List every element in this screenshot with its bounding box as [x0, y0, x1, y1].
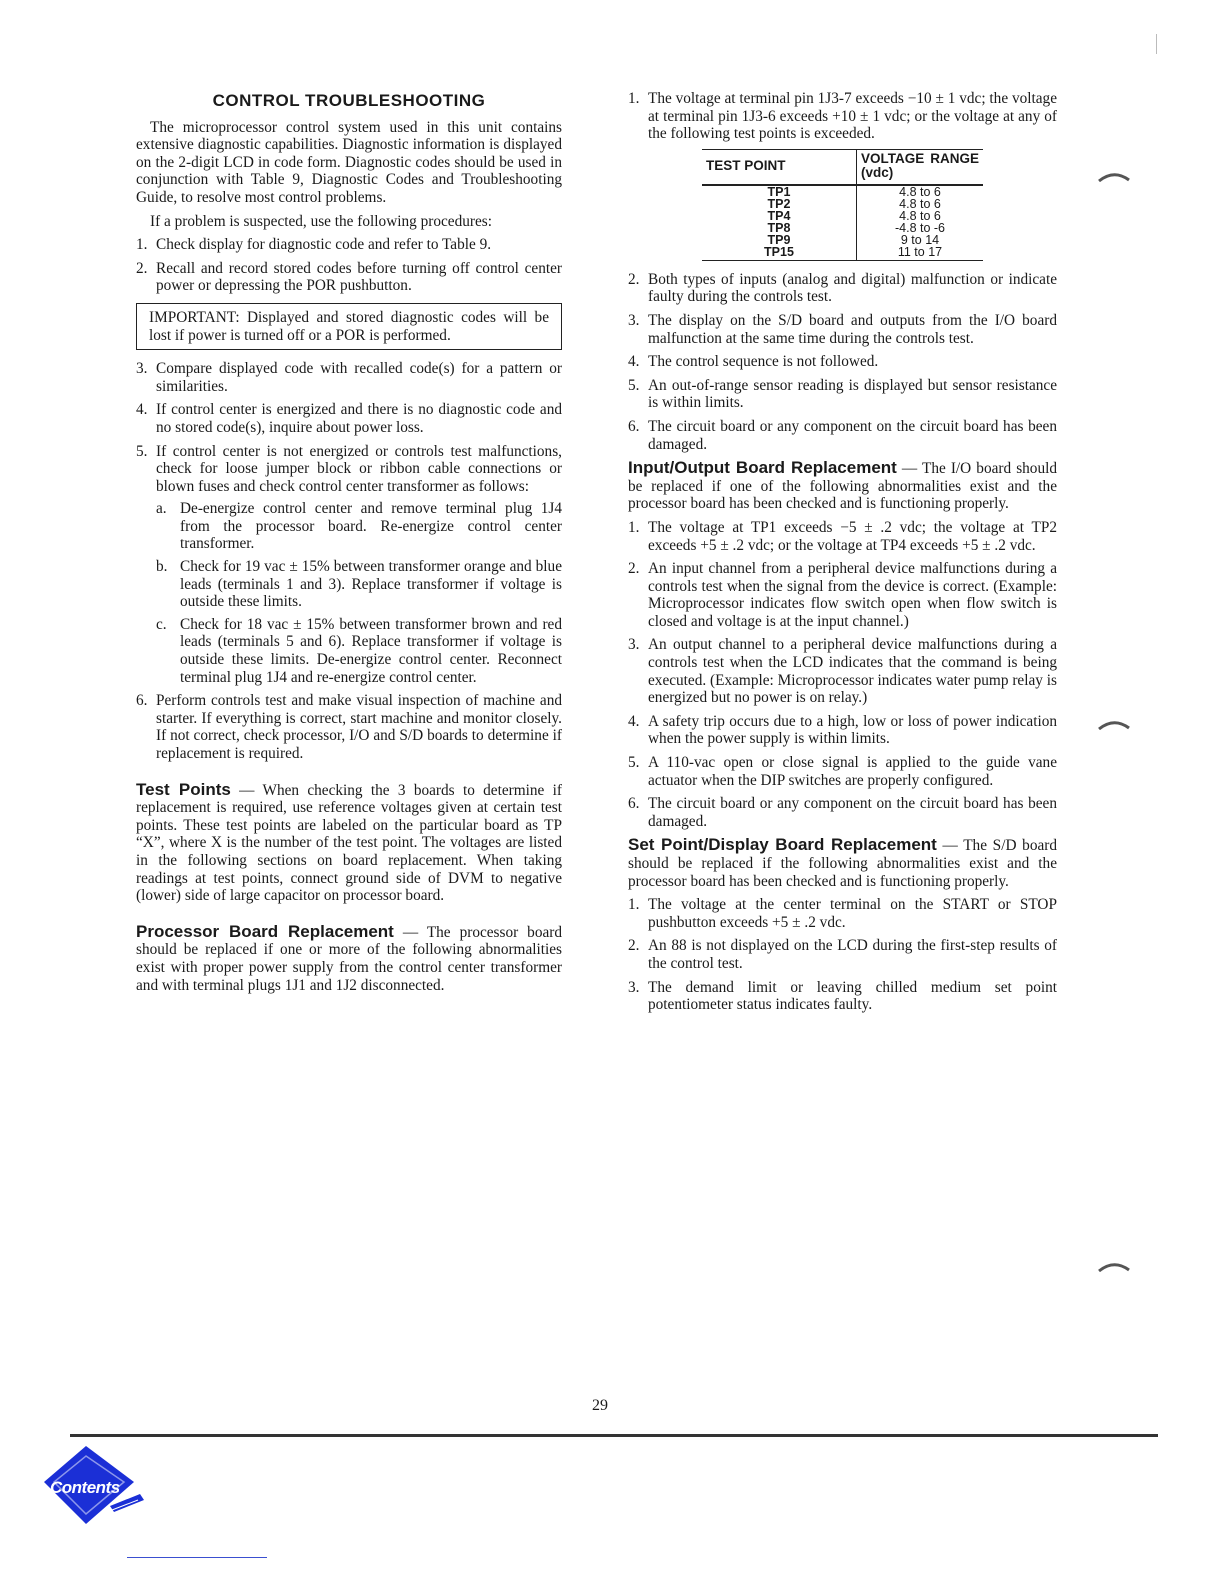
processor-heading: Processor Board Replacement: [136, 921, 394, 941]
binder-hole-mark: [1098, 172, 1130, 182]
table-row: TP8 -4.8 to -6: [702, 222, 983, 234]
intro-paragraph: The microprocessor control system used in this unit contains extensive diagnostic capabilities. Diagnostic information is displayed on the 2-digit LCD in code form. Diagnostic codes should be used in conjunction with Table 9, Diagnostic Codes and Troubleshooting Guide, to resolve most control problems.: [136, 118, 562, 206]
binder-hole-mark: [1098, 720, 1130, 730]
list-item: 1. The voltage at the center terminal on the START or STOP pushbutton exceeds +5 ± .2 vdc.: [628, 896, 1057, 931]
test-points-section: Test Points — When checking the 3 boards to determine if replacement is required, use reference voltages given at certain test points. These test points are labeled on the particular board as TP “X”, where X is the number of the test point. The voltages are listed in the following sections on board replacement. When taking readings at test points, connect ground side of DVM to negative (lower) side of large capacitor on processor board.: [136, 779, 562, 905]
list-item: 1. The voltage at TP1 exceeds −5 ± .2 vdc; the voltage at TP2 exceeds +5 ± .2 vdc; or the voltage at TP4 exceeds +5 ± .2 vdc.: [628, 518, 1057, 554]
list-item: 6. The circuit board or any component on the circuit board has been damaged.: [628, 417, 1057, 453]
link-underline: [127, 1557, 267, 1558]
list-item: 2. An input channel from a peripheral device malfunctions during a controls test when the signal from the device is correct. (Example: Microprocessor indicates flow switch open when flow switch is closed and voltage is at the input channel.): [628, 560, 1057, 630]
procedure-list-b: [136, 360, 562, 762]
left-column: [136, 90, 562, 1000]
list-item: 2. Recall and record stored codes before turning off control center power or depressing the POR pushbutton.: [136, 259, 562, 295]
list-item: 5. A 110-vac open or close signal is applied to the guide vane actuator when the DIP switches are properly configured.: [628, 754, 1057, 789]
page-number: 29: [592, 1397, 608, 1414]
list-item: 5. If control center is not energized or controls test malfunctions, check for loose jumper block or ribbon cable connections or blown fuses and check control center transformer as follows: a. De-energize control center and remove terminal plug 1J4 from the processor board. Re-energize control center transformer. b. Check for 19 vac ± 15% between transformer orange and blue leads (terminals 1 and 3). Replace transformer if voltage is outside these limits. c. Check for 18 vac ± 15% between transformer brown and red leads (terminals 5 and 6). Replace transformer if voltage is outside these limits. De-energize control center. Reconnect terminal plug 1J4 and re-energize control center.: [136, 442, 562, 686]
contents-label: Contents: [50, 1478, 120, 1497]
procedure-list-a: [136, 236, 562, 295]
io-section: Input/Output Board Replacement — The I/O board should be replaced if one of the following abnormalities exist and the processor board has been checked and is functioning properly.: [628, 458, 1057, 513]
footer-rule: [70, 1434, 1158, 1437]
sd-list: [628, 896, 1057, 1014]
processor-list-continued: [628, 271, 1057, 453]
list-item: 1. The voltage at terminal pin 1J3-7 exceeds −10 ± 1 vdc; the voltage at terminal pin 1J3-6 exceeds +10 ± 1 vdc; or the voltage at any of the following test points is exceeded.: [628, 90, 1057, 143]
io-list: [628, 519, 1057, 831]
processor-list: [628, 90, 1057, 143]
table-row: TP4 4.8 to 6: [702, 210, 983, 222]
table-row: TP2 4.8 to 6: [702, 198, 983, 210]
sd-heading: Set Point/Display Board Replacement: [628, 835, 937, 855]
list-item: 5. An out-of-range sensor reading is displayed but sensor resistance is within limits.: [628, 376, 1057, 412]
table-header-test-point: TEST POINT: [702, 149, 857, 185]
list-item: 6. The circuit board or any component on the circuit board has been damaged.: [628, 795, 1057, 830]
sub-list-item: a. De-energize control center and remove terminal plug 1J4 from the processor board. Re-energize control center transformer.: [156, 500, 562, 553]
binder-hole-mark: [1098, 1262, 1130, 1272]
list-item: 3. An output channel to a peripheral device malfunctions during a controls test when the LCD indicates that the command is being executed. (Example: Microprocessor indicates water pump relay is energized but no power is on relay.): [628, 636, 1057, 707]
right-column: [628, 90, 1057, 1020]
list-item: 2. Both types of inputs (analog and digital) malfunction or indicate faulty during the controls test.: [628, 270, 1057, 306]
table-row: TP1 4.8 to 6: [702, 185, 983, 198]
sub-list: [156, 500, 562, 686]
sub-list-item: b. Check for 19 vac ± 15% between transformer orange and blue leads (terminals 1 and 3). Replace transformer if voltage is outside these limits.: [156, 558, 562, 611]
sub-list-item: c. Check for 18 vac ± 15% between transformer brown and red leads (terminals 5 and 6). Replace transformer if voltage is outside these limits. De-energize control center. Reconnect terminal plug 1J4 and re-energize control center.: [156, 615, 562, 686]
table-header-voltage-range: VOLTAGE RANGE (vdc): [857, 149, 984, 185]
test-points-heading: Test Points: [136, 779, 231, 799]
list-item: 3. Compare displayed code with recalled code(s) for a pattern or similarities.: [136, 360, 562, 395]
contents-link[interactable]: [40, 1444, 150, 1534]
section-title: CONTROL TROUBLESHOOTING: [212, 91, 486, 110]
table-row: TP15 11 to 17: [702, 246, 983, 261]
list-item: 4. If control center is energized and there is no diagnostic code and no stored code(s), inquire about power loss.: [136, 401, 562, 436]
list-item: 2. An 88 is not displayed on the LCD during the first-step results of the control test.: [628, 937, 1057, 972]
procedures-lead: If a problem is suspected, use the following procedures:: [150, 212, 492, 230]
table-row: TP9 9 to 14: [702, 234, 983, 246]
sd-section: Set Point/Display Board Replacement — The S/D board should be replaced if the following abnormalities exist and the processor board has been checked and is functioning properly.: [628, 835, 1057, 890]
list-item: 1. Check display for diagnostic code and refer to Table 9.: [136, 236, 492, 254]
important-note: IMPORTANT: Displayed and stored diagnostic codes will be lost if power is turned off or a POR is performed.: [136, 303, 562, 350]
list-item: 4. The control sequence is not followed.: [628, 353, 879, 371]
list-item: 3. The demand limit or leaving chilled medium set point potentiometer status indicates faulty.: [628, 978, 1057, 1014]
list-item: 6. Perform controls test and make visual inspection of machine and starter. If everything is correct, start machine and monitor closely. If not correct, check processor, I/O and S/D boards to determine if replacement is required.: [136, 692, 562, 762]
list-item: 4. A safety trip occurs due to a high, low or loss of power indication when the power supply is within limits.: [628, 712, 1057, 748]
processor-section: Processor Board Replacement — The processor board should be replaced if one or more of the following abnormalities exist with proper power supply from the control center transformer and with terminal plugs 1J1 and 1J2 disconnected.: [136, 921, 562, 994]
edge-mark: [1156, 34, 1157, 54]
test-point-table: [702, 149, 983, 261]
list-item: 3. The display on the S/D board and outputs from the I/O board malfunction at the same time during the controls test.: [628, 311, 1057, 347]
io-heading: Input/Output Board Replacement: [628, 458, 897, 478]
